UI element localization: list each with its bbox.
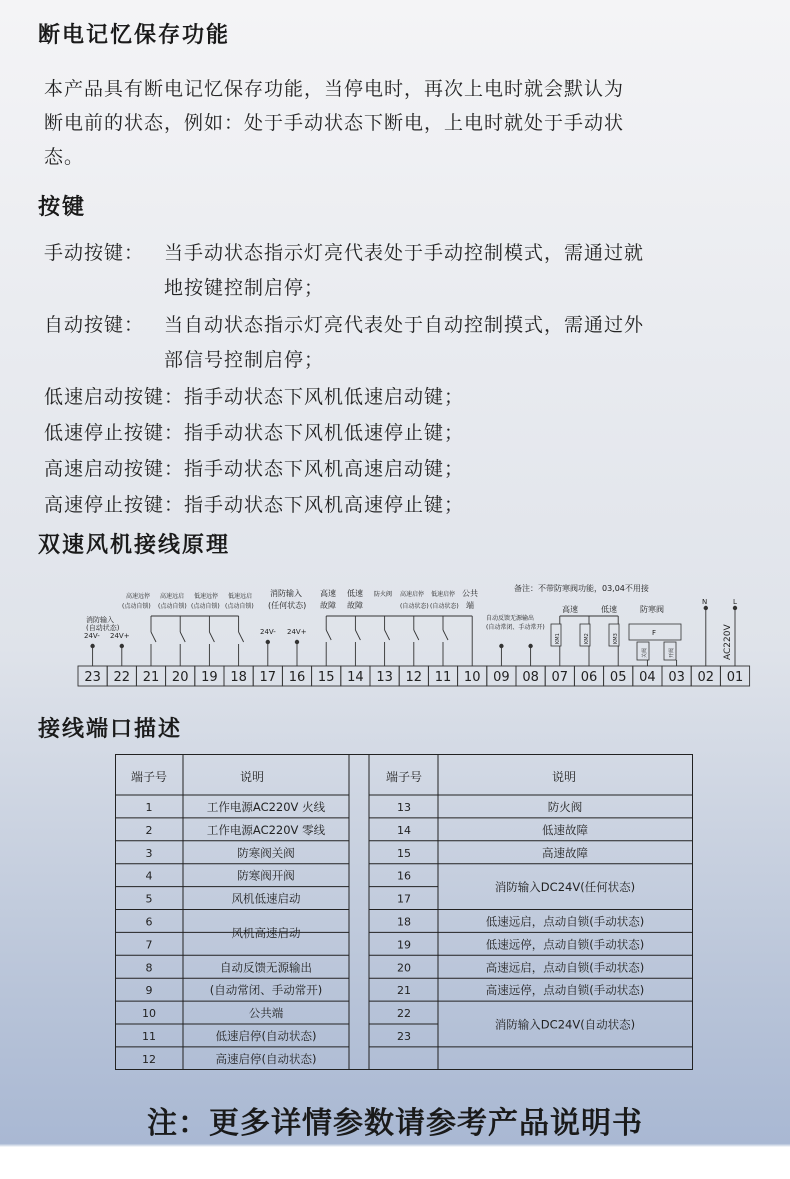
label-open: 开阀 bbox=[669, 647, 675, 658]
memory-line-1: 本产品具有断电记忆保存功能，当停电时，再次上电时就会默认为 bbox=[44, 78, 625, 100]
left-header-desc: 说明 bbox=[239, 770, 265, 784]
port-number: 19 bbox=[397, 938, 411, 952]
label-low-remote-stop: 低速远停 bbox=[194, 593, 219, 600]
port-number: 5 bbox=[145, 892, 153, 906]
label-high-fault: 故障 bbox=[320, 601, 336, 610]
port-number: 15 bbox=[397, 846, 411, 860]
auto-key-text-1: 当自动状态指示灯亮代表处于自动控制摸式，需通过外 bbox=[164, 314, 645, 336]
terminal-number: 06 bbox=[580, 670, 598, 685]
port-description: 工作电源AC220V 火线 bbox=[206, 799, 326, 814]
label-high-speed: 高速 bbox=[320, 589, 336, 598]
terminal-number: 01 bbox=[726, 670, 744, 685]
terminal-number: 04 bbox=[639, 670, 656, 685]
auto-key-label: 自动按键： bbox=[44, 314, 145, 336]
port-number: 20 bbox=[397, 961, 411, 975]
port-number: 7 bbox=[145, 938, 153, 952]
wiring-lines bbox=[90, 606, 737, 666]
terminal-number: 16 bbox=[288, 670, 306, 685]
port-description: 低速启停(自动状态) bbox=[215, 1028, 317, 1043]
port-description: 防寒阀开阀 bbox=[237, 868, 295, 883]
right-header-no: 端子号 bbox=[385, 770, 423, 784]
label-km2: KM2 bbox=[584, 633, 590, 644]
terminal-number: 17 bbox=[259, 670, 277, 685]
switch-contact bbox=[326, 630, 331, 640]
port-number: 22 bbox=[397, 1007, 411, 1021]
switch-contact bbox=[355, 630, 360, 640]
terminal-number: 15 bbox=[317, 670, 335, 685]
port-number: 2 bbox=[145, 823, 153, 837]
auto-key-text-2: 部信号控制启停； bbox=[164, 349, 325, 371]
section-title-ports: 接线端口描述 bbox=[38, 717, 183, 742]
wiring-remark: 备注：不带防寒阀功能，03,04不用接 bbox=[514, 584, 649, 593]
port-number: 3 bbox=[145, 846, 153, 860]
label-fire-input-any: 消防输入 bbox=[270, 589, 302, 598]
label-24v-plus-b: 24V+ bbox=[287, 628, 307, 636]
port-number: 8 bbox=[145, 961, 153, 975]
ports-table-cells bbox=[142, 800, 644, 1066]
port-description: (自动常闭、手动常开) bbox=[209, 983, 323, 998]
label-l: L bbox=[733, 598, 737, 606]
label-jog-lock-4: (点动自锁) bbox=[225, 603, 254, 610]
label-high-start-stop: 高速启停 bbox=[400, 591, 425, 598]
label-fire-input-auto: 消防输入 bbox=[86, 616, 114, 624]
memory-line-3: 态。 bbox=[44, 146, 85, 168]
label-common: 公共 bbox=[462, 589, 478, 598]
ports-table bbox=[115, 754, 693, 1070]
right-header-desc: 说明 bbox=[551, 770, 577, 784]
label-common-2: 端 bbox=[466, 601, 474, 610]
label-frost-valve: 防寒阀 bbox=[640, 605, 664, 614]
port-description: 公共端 bbox=[248, 1006, 284, 1021]
label-jog-lock-2: (点动自锁) bbox=[158, 603, 187, 610]
terminal-number: 02 bbox=[697, 670, 715, 685]
memory-description bbox=[44, 72, 754, 174]
label-high-remote-stop: 高速远停 bbox=[126, 593, 151, 600]
port-number: 17 bbox=[397, 892, 411, 906]
terminal-number: 03 bbox=[668, 670, 685, 685]
port-number: 21 bbox=[397, 984, 411, 998]
terminal-number: 23 bbox=[84, 670, 101, 685]
port-number: 12 bbox=[142, 1052, 156, 1066]
port-description: 防寒阀关阀 bbox=[237, 845, 295, 860]
switch-contact bbox=[180, 632, 185, 642]
port-description: 消防输入DC24V(任何状态) bbox=[494, 880, 636, 895]
memory-line-2: 断电前的状态，例如：处于手动状态下断电，上电时就处于手动状 bbox=[44, 112, 625, 134]
label-24v-minus-a: 24V- bbox=[84, 632, 100, 640]
label-low-speed: 低速 bbox=[347, 589, 363, 598]
port-description: 消防输入DC24V(自动状态) bbox=[494, 1017, 636, 1032]
label-close: 关阀 bbox=[642, 647, 648, 658]
label-fire-input-any-2: (任何状态) bbox=[268, 601, 307, 610]
label-feedback: 自动反馈无源输出 bbox=[486, 615, 535, 622]
section-title-wiring: 双速风机接线原理 bbox=[38, 533, 231, 558]
port-description: 高速故障 bbox=[542, 845, 588, 860]
wiring-diagram bbox=[74, 580, 754, 692]
port-description: 高速远停，点动自锁(手动状态) bbox=[485, 983, 645, 998]
switch-contact bbox=[151, 632, 156, 642]
label-jog-lock-3: (点动自锁) bbox=[191, 603, 220, 610]
terminal-number: 12 bbox=[405, 670, 423, 685]
label-low-start-stop: 低速启停 bbox=[431, 591, 456, 598]
high-stop-key: 高速停止按键：指手动状态下风机高速停止键； bbox=[44, 494, 465, 516]
terminal-number: 05 bbox=[609, 670, 627, 685]
label-24v-plus-a: 24V+ bbox=[110, 632, 130, 640]
label-auto-state-2: (自动状态) bbox=[430, 603, 459, 610]
low-start-key: 低速启动按键：指手动状态下风机低速启动键； bbox=[44, 386, 465, 408]
port-number: 18 bbox=[397, 915, 411, 929]
label-low-remote-start: 低速远启 bbox=[228, 593, 253, 600]
label-fire-valve: 防火阀 bbox=[374, 591, 393, 598]
label-km1: KM1 bbox=[555, 633, 561, 644]
terminal-number: 21 bbox=[142, 670, 160, 685]
port-description: 自动反馈无源输出 bbox=[220, 960, 312, 975]
port-number: 6 bbox=[145, 915, 153, 929]
label-ac220v: AC220V bbox=[723, 624, 733, 660]
port-description: 工作电源AC220V 零线 bbox=[206, 822, 326, 837]
terminal-number: 10 bbox=[463, 670, 481, 685]
section-title-memory: 断电记忆保存功能 bbox=[38, 23, 231, 48]
label-gaosu: 高速 bbox=[562, 605, 578, 614]
high-start-key: 高速启动按键：指手动状态下风机高速启动键； bbox=[44, 458, 465, 480]
port-number: 13 bbox=[397, 800, 411, 814]
label-low-fault: 故障 bbox=[347, 601, 363, 610]
manual-key-text-1: 当手动状态指示灯亮代表处于手动控制模式，需通过就 bbox=[164, 242, 645, 264]
footer-note: 注：更多详情参数请参考产品说明书 bbox=[147, 1106, 643, 1141]
section-title-keys: 按键 bbox=[38, 195, 87, 220]
port-description: 低速故障 bbox=[542, 822, 588, 837]
label-disu: 低速 bbox=[601, 605, 617, 614]
port-description: 高速启停(自动状态) bbox=[215, 1051, 317, 1066]
terminal-number: 11 bbox=[434, 670, 452, 685]
port-description: 低速远停，点动自锁(手动状态) bbox=[485, 937, 645, 952]
port-number: 16 bbox=[397, 869, 411, 883]
port-description: 低速远启，点动自锁(手动状态) bbox=[485, 914, 645, 929]
manual-key-label: 手动按键： bbox=[44, 242, 145, 264]
label-feedback-2: (自动常闭、手动常开) bbox=[486, 624, 545, 631]
port-number: 4 bbox=[145, 869, 153, 883]
terminal-number: 08 bbox=[522, 670, 539, 685]
label-f: F bbox=[652, 629, 657, 637]
terminal-number: 13 bbox=[376, 670, 393, 685]
switch-contact bbox=[209, 632, 214, 642]
left-header-no: 端子号 bbox=[130, 770, 168, 784]
port-description: 防火阀 bbox=[547, 799, 583, 814]
port-description: 风机高速启动 bbox=[231, 925, 301, 940]
port-number: 10 bbox=[142, 1007, 156, 1021]
label-auto-state-1: (自动状态) bbox=[400, 603, 429, 610]
port-description: 风机低速启动 bbox=[231, 891, 301, 906]
switch-contact bbox=[414, 630, 419, 640]
switch-contact bbox=[239, 632, 244, 642]
label-high-remote-start: 高速远启 bbox=[160, 593, 185, 600]
port-number: 1 bbox=[145, 800, 153, 814]
terminal-number: 22 bbox=[113, 670, 131, 685]
switch-contact bbox=[443, 630, 448, 640]
terminal-number: 18 bbox=[230, 670, 247, 685]
label-24v-minus-b: 24V- bbox=[260, 628, 276, 636]
low-stop-key: 低速停止按键：指手动状态下风机低速停止键； bbox=[44, 422, 465, 444]
terminal-number: 19 bbox=[201, 670, 218, 685]
label-km3: KM3 bbox=[613, 633, 619, 644]
port-description: 高速远启，点动自锁(手动状态) bbox=[485, 960, 645, 975]
port-number: 14 bbox=[397, 823, 411, 837]
manual-key-text-2: 地按键控制启停； bbox=[164, 277, 325, 299]
terminal-number: 07 bbox=[551, 670, 569, 685]
switch-contact bbox=[385, 630, 390, 640]
port-number: 9 bbox=[145, 984, 153, 998]
terminal-number: 20 bbox=[171, 670, 189, 685]
label-n: N bbox=[702, 598, 708, 606]
label-fire-input-auto-2: (自动状态) bbox=[86, 624, 120, 632]
label-jog-lock-1: (点动自锁) bbox=[122, 603, 151, 610]
terminal-number: 09 bbox=[493, 670, 510, 685]
port-number: 11 bbox=[142, 1029, 156, 1043]
port-number: 23 bbox=[397, 1029, 411, 1043]
terminal-number: 14 bbox=[347, 670, 364, 685]
terminal-strip bbox=[78, 666, 750, 686]
